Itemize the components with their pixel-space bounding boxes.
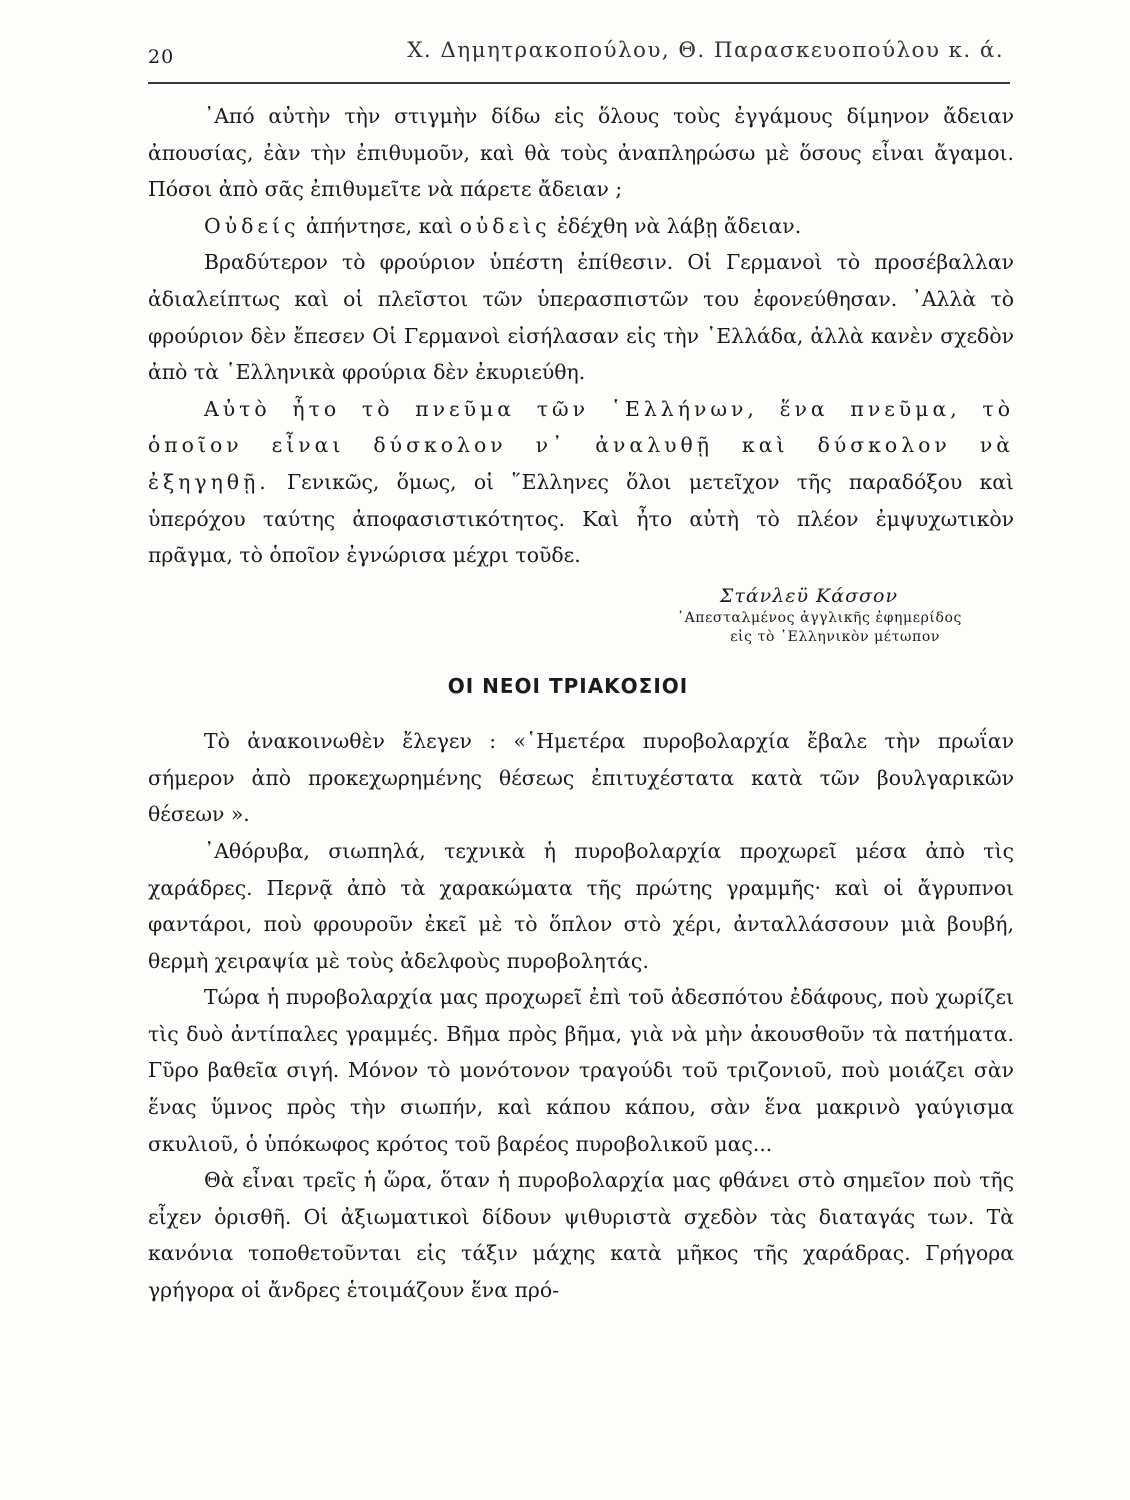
- paragraph: Θὰ εἶναι τρεῖς ἡ ὥρα, ὅταν ἡ πυροβολαρχία μας φθάνει στὸ σημεῖον ποὺ τῆς εἶχεν ὁρισθῆ. Οἱ ἀξιωματικοὶ δίδουν ψιθυριστὰ σχεδὸν τὰς διαταγάς των. Τὰ κανόνια τοποθετοῦνται εἰς τάξιν μάχης κατὰ μῆκος τῆς χαράδρας. Γρήγορα γρήγορα οἱ ἄνδρες ἑτοιμάζουν ἕνα πρό-: [148, 1168, 1014, 1303]
- paragraph: [148, 391, 1014, 574]
- author-role: ᾿Απεσταλμένος ἀγγλικῆς ἐφημερίδος: [676, 610, 962, 627]
- emphasis-text: Αὐτὸ ἦτο τὸ πνεῦμα τῶν ῾Ελλήνων, ἕνα πνεῦμα, τὸ ὁποῖον εἶναι δύσκολον ν᾿ ἀναλυθῇ καὶ δύσκολον νὰ ἐξηγηθῇ.: [148, 396, 1014, 494]
- paragraph: Τώρα ἡ πυροβολαρχία μας προχωρεῖ ἐπὶ τοῦ ἀδεσπότου ἐδάφους, ποὺ χωρίζει τὶς δυὸ ἀντίπαλες γραμμές. Βῆμα πρὸς βῆμα, γιὰ νὰ μὴν ἀκουσθοῦν τὰ πατήματα. Γῦρο βαθεῖα σιγή. Μόνον τὸ μονότονον τραγούδι τοῦ τριζονιοῦ, ποὺ μοιάζει σὰν ἕνας ὕμνος πρὸς τὴν σιωπήν, καὶ κάπου κάπου, σὰν ἕνα μακρινὸ γαύγισμα σκυλιοῦ, ὁ ὑπόκωφος κρότος τοῦ βαρέος πυροβολικοῦ μας...: [148, 985, 1014, 1156]
- paragraph-text: ἀπήντησε, καὶ: [299, 213, 460, 238]
- paragraph: Τὸ ἀνακοινωθὲν ἔλεγεν : «῾Ημετέρα πυροβολαρχία ἔβαλε τὴν πρωΐαν σήμερον ἀπὸ προκεχωρημένης θέσεως ἐπιτυχέστατα κατὰ τῶν βουλγαρικῶν θέσεων ».: [148, 729, 1014, 827]
- paragraph-text: Γενικῶς, ὅμως, οἱ ῞Ελληνες ὅλοι μετεῖχον τῆς παραδόξου καὶ ὑπερόχου ταύτης ἀποφασιστικότητος. Καὶ ἦτο αὐτὴ τὸ πλέον ἐμψυχωτικὸν πρᾶγμα, τὸ ὁποῖον ἐγνώρισα μέχρι τοῦδε.: [148, 469, 1014, 568]
- author-name: Στάνλεϋ Κάσσον: [719, 584, 898, 607]
- section-heading: ΟΙ ΝΕΟΙ ΤΡΙΑΚΟΣΙΟΙ: [447, 674, 689, 699]
- paragraph: Βραδύτερον τὸ φρούριον ὑπέστη ἐπίθεσιν. Οἱ Γερμανοὶ τὸ προσέβαλλαν ἀδιαλείπτως καὶ οἱ πλεῖστοι τῶν ὑπερασπιστῶν του ἐφονεύθησαν. ᾿Αλλὰ τὸ φρούριον δὲν ἔπεσεν Οἱ Γερμανοὶ εἰσήλασαν εἰς τὴν ῾Ελλάδα, ἀλλὰ κανὲν σχεδὸν ἀπὸ τὰ ῾Ελληνικὰ φρούρια δὲν ἐκυριεύθη.: [148, 250, 1014, 385]
- emphasis-text: οὐδεὶς: [459, 213, 551, 238]
- body-text: [148, 98, 1014, 1309]
- header-rule: [148, 82, 1010, 84]
- paragraph: ᾿Αθόρυβα, σιωπηλά, τεχνικὰ ἡ πυροβολαρχία προχωρεῖ μέσα ἀπὸ τὶς χαράδρες. Περνᾷ ἀπὸ τὰ χαρακώματα τῆς πρώτης γραμμῆς· καὶ οἱ ἄγρυπνοι φαντάροι, ποὺ φρουροῦν ἐκεῖ μὲ τὸ ὅπλον στὸ χέρι, ἀνταλλάσσουν μιὰ βουβή, θερμὴ χειραψία μὲ τοὺς ἀδελφοὺς πυροβολητάς.: [148, 838, 1014, 973]
- running-title: Χ. Δημητρακοπούλου, Θ. Παρασκευοπούλου κ. ά.: [407, 38, 1004, 63]
- author-place: εἰς τὸ ῾Ελληνικὸν μέτωπον: [730, 629, 940, 646]
- page-number: 20: [148, 46, 175, 68]
- paragraph-text: ἐδέχθη νὰ λάβῃ ἄδειαν.: [550, 213, 802, 238]
- running-head: [148, 36, 1010, 76]
- paragraph: [148, 208, 1014, 245]
- paragraph: ᾿Από αὐτὴν τὴν στιγμὴν δίδω εἰς ὅλους τοὺς ἐγγάμους δίμηνον ἄδειαν ἀπουσίας, ἐὰν τὴν ἐπιθυμοῦν, καὶ θὰ τοὺς ἀναπληρώσω μὲ ὅσους εἶναι ἄγαμοι. Πόσοι ἀπὸ σᾶς ἐπιθυμεῖτε νὰ πάρετε ἄδειαν ;: [148, 104, 1014, 202]
- emphasis-text: Οὐδείς: [204, 213, 300, 238]
- signature-block: [148, 584, 962, 647]
